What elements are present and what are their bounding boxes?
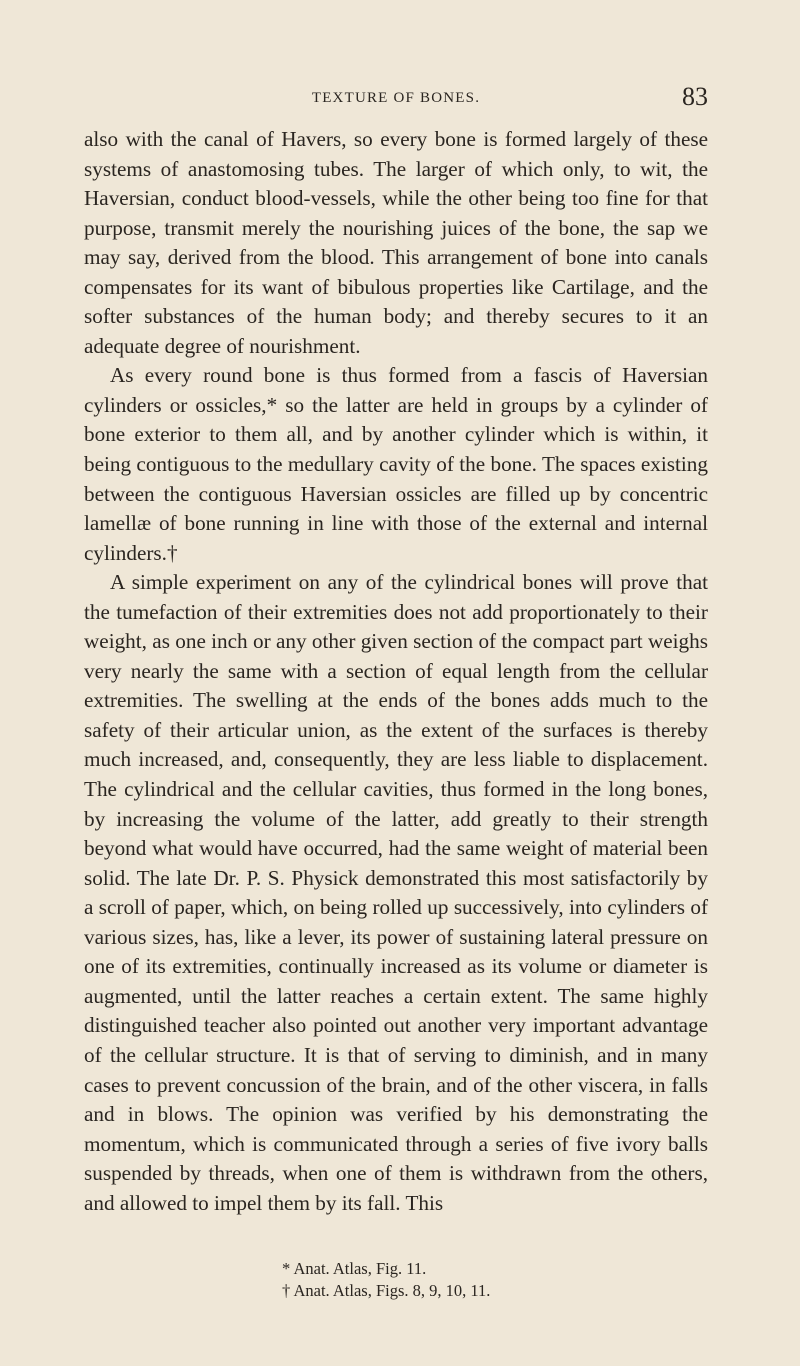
footnote-1: * Anat. Atlas, Fig. 11. [282,1259,427,1278]
paragraph-3: A simple experiment on any of the cylindrical bones will prove that the tumefaction of their extremities does not add proportionately to their weight, as one inch or any other given section of the compact part weighs very nearly the same with a section of equal length from the cellular extremities. The swelling at the ends of the bones adds much to the safety of their articular union, as the extent of the surfaces is thereby much increased, and, consequently, they are less liable to displacement. The cylindrical and the cellular cavities, thus formed in the long bones, by increasing the volume of the latter, add greatly to their strength beyond what would have occurred, had the same weight of material been solid. The late Dr. P. S. Physick demonstrated this most satisfactorily by a scroll of paper, which, on being rolled up successively, into cylinders of various sizes, has, like a lever, its power of sustaining lateral pressure on one of its extremities, continually increased as its volume or diameter is augmented, until the latter reaches a certain extent. The same highly distinguished teacher also pointed out another very important advantage of the cellular structure. It is that of serving to diminish, and in many cases to prevent concussion of the brain, and of the other viscera, in falls and in blows. The opinion was verified by his demonstrating the momentum, which is communicated through a series of five ivory balls suspended by threads, when one of them is withdrawn from the others, and allowed to impel them by its fall. This [84,570,708,1215]
running-head: TEXTURE OF BONES. [311,90,481,106]
footnotes [84,1258,708,1302]
footnote-2: † Anat. Atlas, Figs. 8, 9, 10, 11. [282,1281,491,1300]
paragraph-1: also with the canal of Havers, so every bone is formed largely of these systems of anastomosing tubes. The larger of which only, to wit, the Haversian, conduct blood-vessels, while the other being too fine for that purpose, transmit merely the nourishing juices of the bone, the sap we may say, derived from the blood. This arrangement of bone into canals compensates for its want of bibulous properties like Cartilage, and the softer substances of the human body; and thereby secures to it an adequate degree of nourishment. [84,127,708,358]
body-text [84,125,708,1218]
page-number: 83 [682,82,708,111]
paragraph-2: As every round bone is thus formed from a fascis of Haversian cylinders or ossicles,* so the latter are held in groups by a cylinder of bone exterior to them all, and by another cylinder which is within, it being contiguous to the medullary cavity of the bone. The spaces existing between the contiguous Haversian ossicles are filled up by concentric lamellæ of bone running in line with those of the external and internal cylinders.† [84,363,708,565]
page-header [84,82,708,116]
